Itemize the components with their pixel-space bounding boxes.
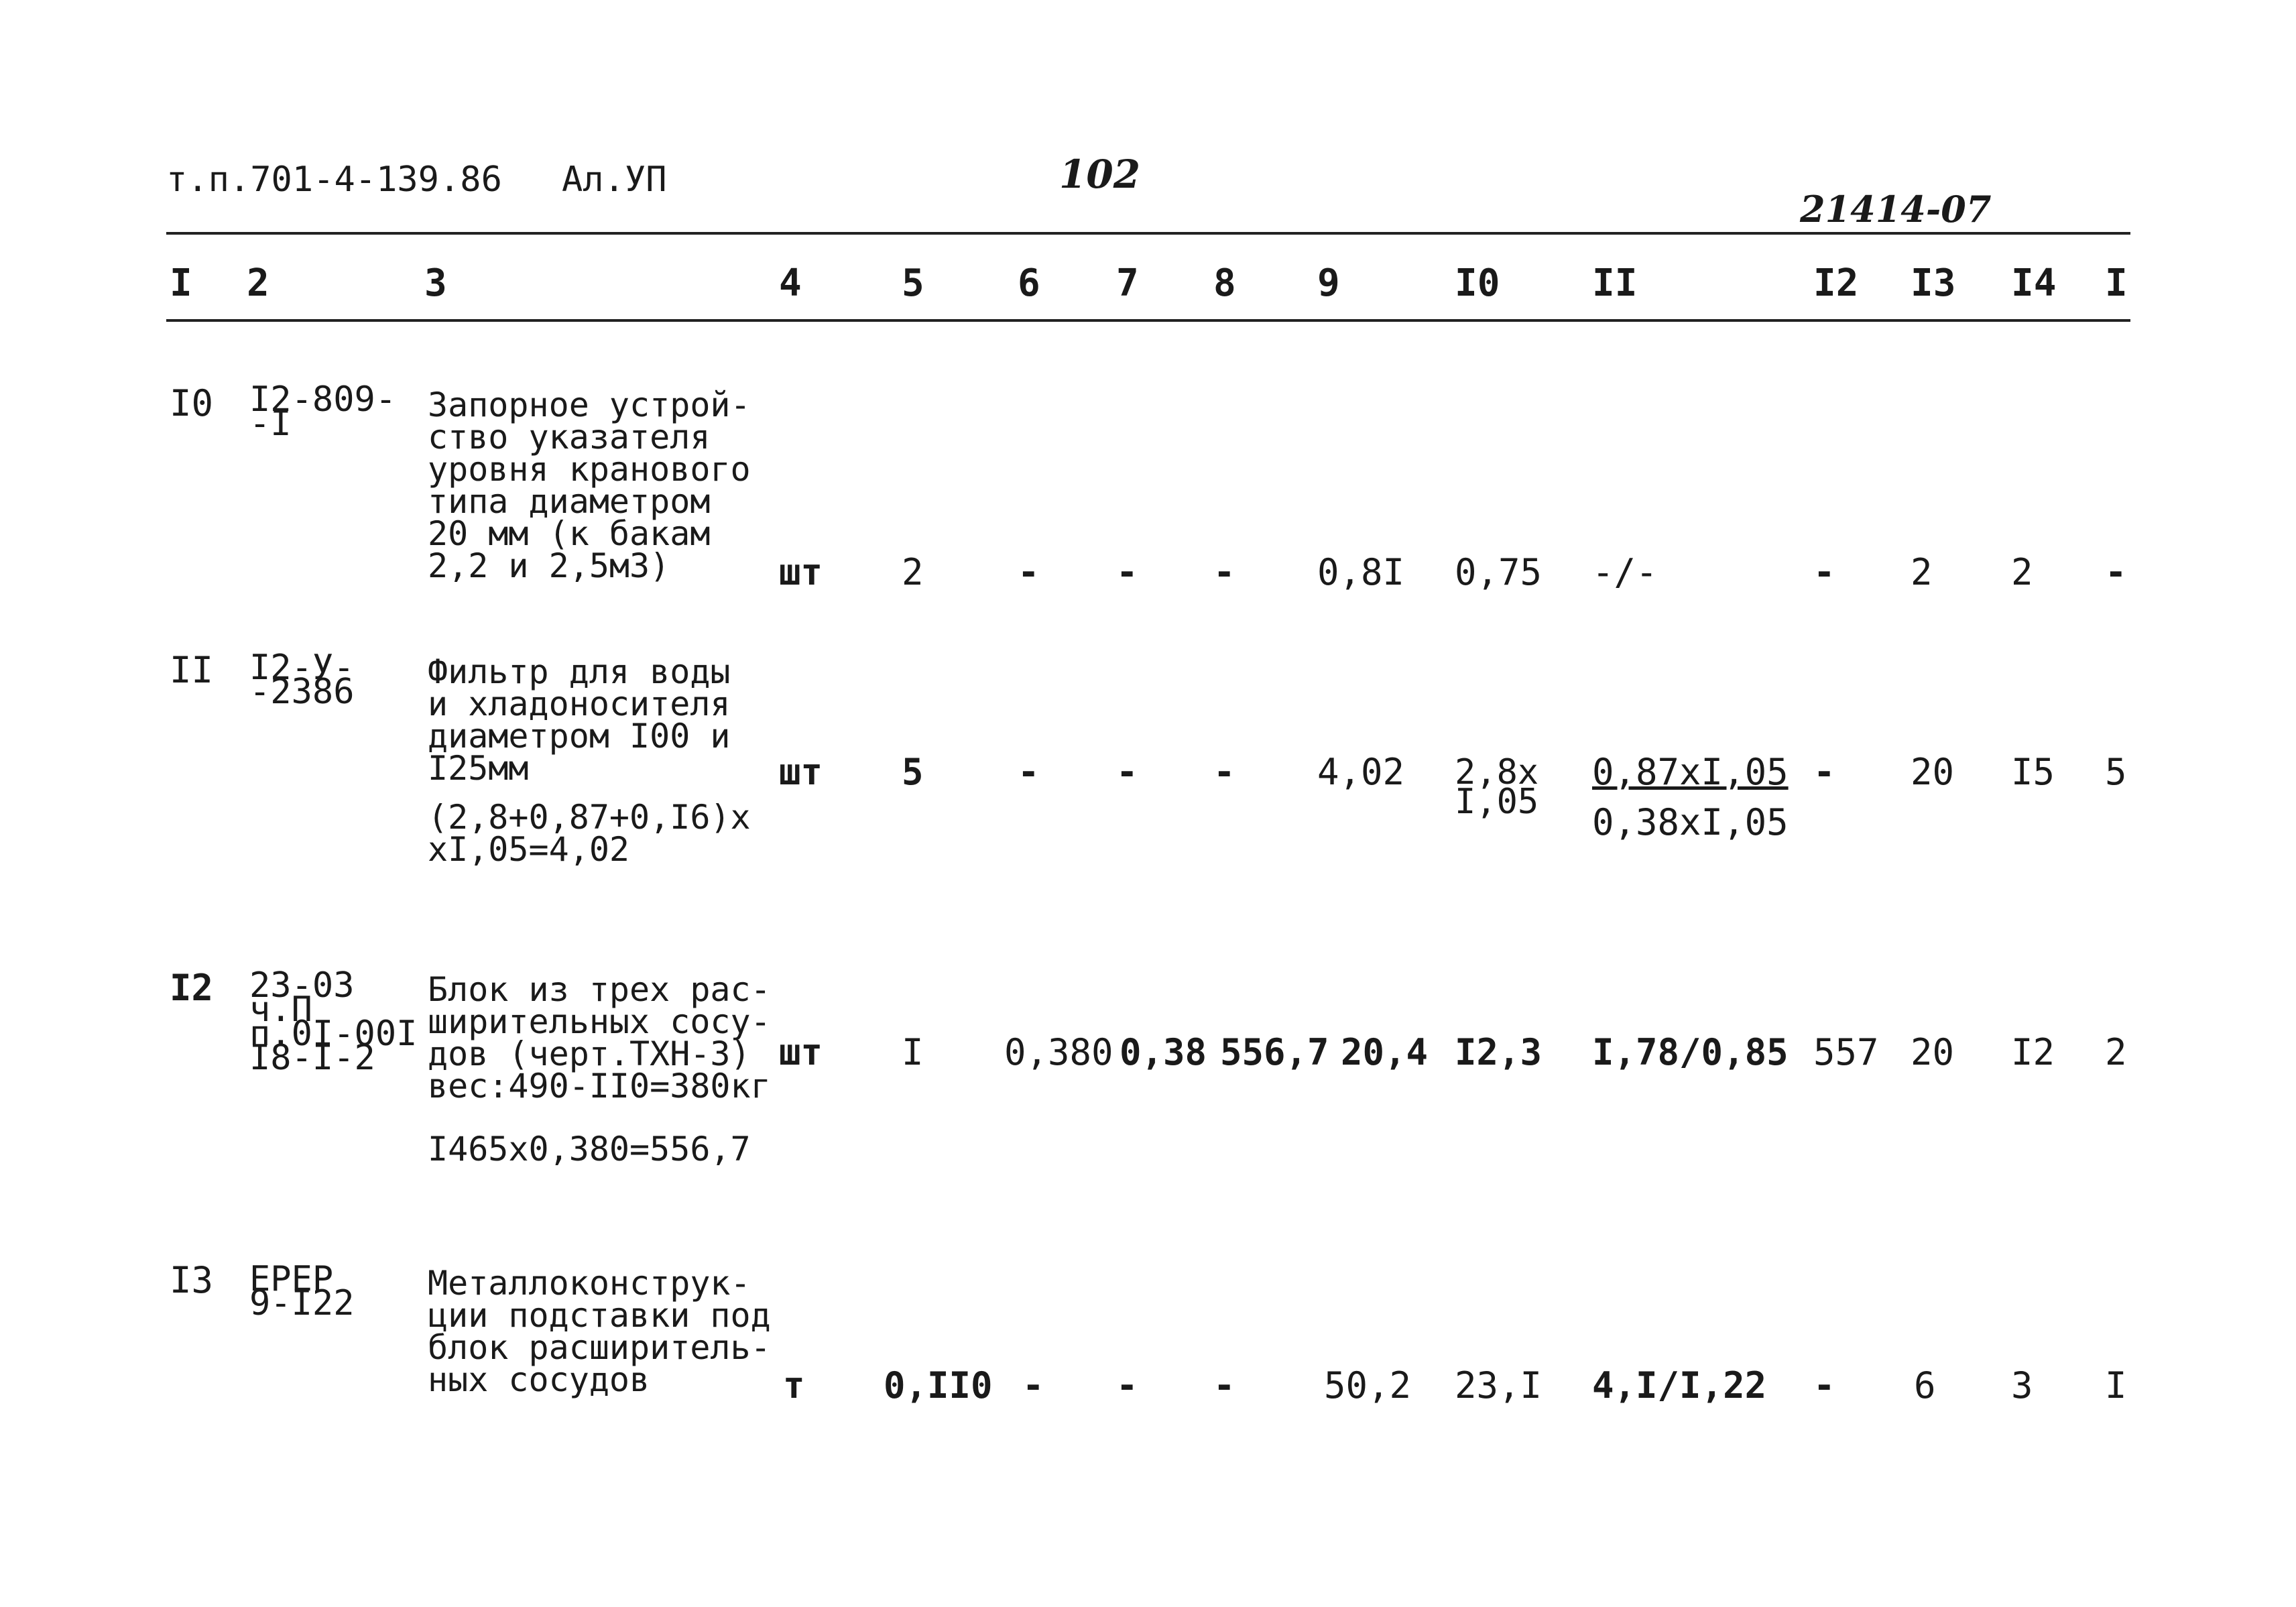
album-label: Ал.УП xyxy=(562,160,667,200)
cell-col6: - xyxy=(1022,1364,1044,1407)
cell-col9: 20,4 xyxy=(1341,1031,1429,1073)
cell-col12: - xyxy=(1813,751,1835,793)
cell-col12: 557 xyxy=(1813,1031,1879,1073)
quantity: 0,II0 xyxy=(884,1364,993,1407)
cell-col11: -/- xyxy=(1592,551,1658,593)
cell-col11: I,78/0,85 xyxy=(1592,1031,1789,1073)
cell-col14: 2 xyxy=(2011,551,2033,593)
item-description: Металлоконструк- ции подставки под блок расширитель- ных сосудов xyxy=(428,1264,771,1399)
column-header: I2 xyxy=(1813,261,1859,305)
calculation-note: I465x0,380=556,7 xyxy=(428,1130,751,1169)
cell-col8: - xyxy=(1213,751,1235,793)
cell-col7: - xyxy=(1116,1364,1138,1407)
quantity: 5 xyxy=(902,751,924,793)
item-description: Фильтр для воды и хладоносителя диаметром I00 и I25мм xyxy=(428,652,731,788)
unit: шт xyxy=(779,551,823,593)
cell-col15: 2 xyxy=(2105,1031,2127,1073)
cell-col7: - xyxy=(1116,551,1138,593)
cell-col14: 3 xyxy=(2011,1364,2033,1407)
cell-col10: 2,8x I,05 xyxy=(1455,752,1539,822)
row-number: I0 xyxy=(170,382,214,424)
cell-col14: I5 xyxy=(2011,751,2055,793)
cell-col13: 20 xyxy=(1911,1031,1955,1073)
column-header: I xyxy=(2105,261,2128,305)
cell-col8: 556,7 xyxy=(1220,1031,1329,1073)
column-header: 4 xyxy=(779,261,802,305)
calculation-note: (2,8+0,87+0,I6)x xI,05=4,02 xyxy=(428,798,751,869)
cell-col9: 50,2 xyxy=(1324,1364,1412,1407)
cell-col9: 0,8I xyxy=(1317,551,1405,593)
table-header-rule xyxy=(166,319,2130,322)
column-header: 9 xyxy=(1317,261,1340,305)
reference-code: 23-03 ч.П п.0I-00I I8-I-2 xyxy=(249,965,418,1078)
quantity: I xyxy=(902,1031,924,1073)
item-description: Запорное устрой- ство указателя уровня кранового типа диаметром 20 мм (к бакам 2,2 и 2,5м3) xyxy=(428,385,751,585)
reference-code: I2-809- -I xyxy=(249,379,397,444)
column-header: I3 xyxy=(1911,261,1956,305)
quantity: 2 xyxy=(902,551,924,593)
column-header: 5 xyxy=(902,261,924,305)
row-number: I2 xyxy=(170,967,214,1009)
column-header: 7 xyxy=(1116,261,1139,305)
unit: т xyxy=(783,1364,805,1407)
cell-col11: 4,I/I,22 xyxy=(1592,1364,1767,1407)
cell-col9: 4,02 xyxy=(1317,751,1405,793)
cell-col12: - xyxy=(1813,1364,1835,1407)
cell-col11-denominator: 0,38xI,05 xyxy=(1592,801,1789,843)
cell-col13: 2 xyxy=(1911,551,1933,593)
row-number: I3 xyxy=(170,1259,214,1301)
cell-col15: I xyxy=(2105,1364,2127,1407)
reference-code: ЕРЕР 9-I22 xyxy=(249,1259,355,1323)
column-header: I4 xyxy=(2011,261,2057,305)
reference-code: I2-У- -2386 xyxy=(249,648,355,712)
cell-col10: I2,3 xyxy=(1455,1031,1543,1073)
cell-col7: 0,38 xyxy=(1120,1031,1207,1073)
inventory-number: 21414-07 xyxy=(1800,188,1992,231)
document-code: т.п.701-4-139.86 xyxy=(166,160,502,200)
unit: шт xyxy=(779,1031,823,1073)
cell-col10: 23,I xyxy=(1455,1364,1543,1407)
page-number: 102 xyxy=(1059,152,1141,197)
column-header: 3 xyxy=(424,261,447,305)
cell-col6: 0,380 xyxy=(1004,1031,1113,1073)
column-header: II xyxy=(1592,261,1638,305)
cell-col7: - xyxy=(1116,751,1138,793)
cell-col6: - xyxy=(1018,751,1040,793)
cell-col15: - xyxy=(2105,551,2127,593)
cell-col11-numerator: 0,87xI,05 xyxy=(1592,751,1789,793)
cell-col8: - xyxy=(1213,551,1235,593)
column-header: I0 xyxy=(1455,261,1500,305)
unit: шт xyxy=(779,751,823,793)
column-header: 2 xyxy=(247,261,269,305)
cell-col15: 5 xyxy=(2105,751,2127,793)
cell-col13: 6 xyxy=(1914,1364,1936,1407)
cell-col10: 0,75 xyxy=(1455,551,1543,593)
table-top-rule xyxy=(166,232,2130,235)
cell-col12: - xyxy=(1813,551,1835,593)
cell-col6: - xyxy=(1018,551,1040,593)
column-header: 8 xyxy=(1213,261,1236,305)
cell-col14: I2 xyxy=(2011,1031,2055,1073)
column-header: I xyxy=(170,261,192,305)
cell-col8: - xyxy=(1213,1364,1235,1407)
item-description: Блок из трех рас- ширительных сосу- дов (черт.ТХН-3) вес:490-II0=380кг xyxy=(428,970,771,1106)
cell-col13: 20 xyxy=(1911,751,1955,793)
column-header: 6 xyxy=(1018,261,1040,305)
row-number: II xyxy=(170,649,214,691)
